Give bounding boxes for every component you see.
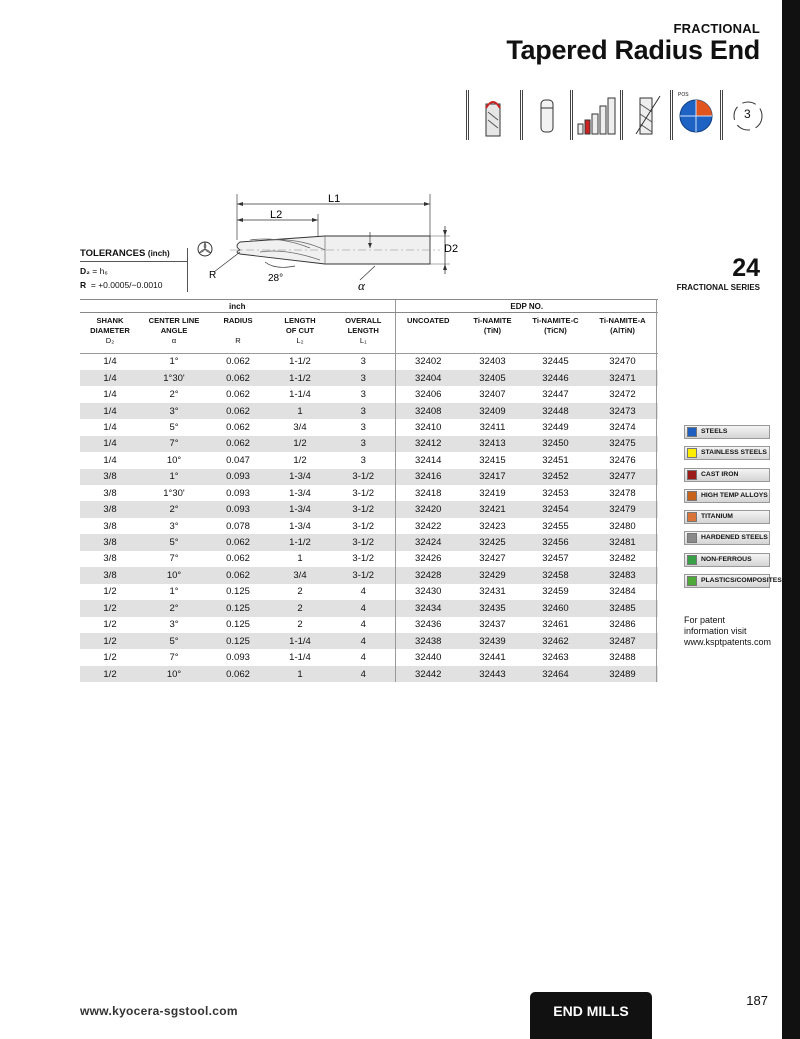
table-cell: 3 <box>360 372 366 384</box>
material-swatch <box>687 512 697 522</box>
table-cell: 0.093 <box>226 471 250 483</box>
material-item <box>684 553 770 567</box>
table-cell: 32436 <box>395 617 461 633</box>
column-header: SHANK DIAMETER D₂ <box>80 313 140 354</box>
table-cell: 1/2 <box>103 668 117 680</box>
icon-separator <box>720 90 723 140</box>
column-header: Ti-NAMITE (TiN) <box>461 313 524 354</box>
table-cell: 32442 <box>395 666 461 682</box>
materials-legend <box>684 425 782 595</box>
table-cell: 1° <box>169 356 179 368</box>
table-cell: 32426 <box>395 551 461 567</box>
table-cell: 32446 <box>542 372 569 384</box>
table-cell: 32427 <box>479 553 506 565</box>
table-cell: 1-1/2 <box>289 372 311 384</box>
table-cell: 32474 <box>609 421 636 433</box>
table-row <box>80 617 658 633</box>
table-cell: 32475 <box>609 438 636 450</box>
table-cell: 32419 <box>479 487 506 499</box>
table-cell: 0.062 <box>226 389 250 401</box>
helix-angle-icon <box>626 90 670 140</box>
table-cell: 32438 <box>395 633 461 649</box>
table-cell: 32412 <box>395 436 461 452</box>
table-row <box>80 518 658 534</box>
material-swatch <box>687 427 697 437</box>
table-cell: 0.062 <box>226 421 250 433</box>
table-cell: 5° <box>169 635 179 647</box>
table-cell: 1/2 <box>293 438 307 450</box>
angle-label: 28° <box>268 273 284 284</box>
flute-count-icon <box>526 90 570 140</box>
table-cell: 3/8 <box>103 569 117 581</box>
table-cell: 32408 <box>395 403 461 419</box>
table-cell: 1/4 <box>103 454 117 466</box>
table-row <box>80 386 658 402</box>
column-header: UNCOATED <box>395 313 461 354</box>
corner-radius-icon <box>474 90 518 140</box>
table-cell: 3 <box>360 454 366 466</box>
table-cell: 32457 <box>542 553 569 565</box>
table-cell: 0.062 <box>226 569 250 581</box>
l1-label: L1 <box>328 193 341 205</box>
table-cell: 3/8 <box>103 487 117 499</box>
d2-label: D2 <box>444 243 459 255</box>
table-cell: 2° <box>169 504 179 516</box>
material-label: TITANIUM <box>701 513 733 521</box>
material-swatch <box>687 533 697 543</box>
table-row <box>80 370 658 386</box>
table-cell: 32461 <box>542 619 569 631</box>
column-header: Ti-NAMITE-C (TiCN) <box>524 313 587 354</box>
icon-separator <box>620 90 623 140</box>
table-cell: 0.125 <box>226 586 250 598</box>
table-cell: 1° <box>169 586 179 598</box>
table-cell: 32482 <box>609 553 636 565</box>
table-cell: 1/2 <box>293 454 307 466</box>
table-cell: 32409 <box>479 405 506 417</box>
table-cell: 1-1/4 <box>289 389 311 401</box>
table-cell: 32489 <box>609 668 636 680</box>
page-number: 187 <box>746 993 768 1008</box>
table-cell: 32417 <box>479 471 506 483</box>
table-cell: 0.047 <box>226 454 250 466</box>
table-cell: 32460 <box>542 602 569 614</box>
table-cell: 2 <box>297 619 303 631</box>
feature-icon-strip <box>466 90 772 140</box>
tool-diagram <box>190 190 480 295</box>
table-cell: 0.093 <box>226 504 250 516</box>
table-cell: 4 <box>360 586 366 598</box>
table-cell: 32404 <box>395 370 461 386</box>
table-cell: 4 <box>360 668 366 680</box>
tolerance-d2: D₂ = h₆ <box>80 266 108 276</box>
table-cell: 3-1/2 <box>352 520 375 532</box>
table-cell: 32421 <box>479 504 506 516</box>
product-table <box>80 299 658 682</box>
table-cell: 32480 <box>609 520 636 532</box>
table-cell: 0.125 <box>226 602 250 614</box>
material-swatch <box>687 491 697 501</box>
table-cell: 0.125 <box>226 635 250 647</box>
material-label: STEELS <box>701 428 728 435</box>
table-cell: 32485 <box>609 602 636 614</box>
table-cell: 0.125 <box>226 619 250 631</box>
table-cell: 3 <box>360 405 366 417</box>
table-cell: 1-1/4 <box>289 635 311 647</box>
table-row <box>80 469 658 485</box>
table-cell: 32418 <box>395 485 461 501</box>
table-cell: 32449 <box>542 421 569 433</box>
table-row <box>80 584 658 600</box>
table-cell: 32487 <box>609 635 636 647</box>
table-cell: 32425 <box>479 537 506 549</box>
material-swatch <box>687 448 697 458</box>
table-cell: 32450 <box>542 438 569 450</box>
table-cell: 0.062 <box>226 537 250 549</box>
page-title: Tapered Radius End <box>506 35 760 65</box>
table-row <box>80 551 658 567</box>
table-cell: 1/2 <box>103 619 117 631</box>
material-item <box>684 489 770 503</box>
table-cell: 32464 <box>542 668 569 680</box>
table-cell: 32422 <box>395 518 461 534</box>
table-cell: 1/2 <box>103 635 117 647</box>
table-cell: 3-1/2 <box>352 504 375 516</box>
table-row <box>80 534 658 550</box>
table-cell: 32445 <box>542 356 569 368</box>
table-cell: 32431 <box>479 586 506 598</box>
series-label: FRACTIONAL SERIES <box>676 283 760 292</box>
table-cell: 32459 <box>542 586 569 598</box>
table-cell: 3-1/2 <box>352 487 375 499</box>
table-cell: 32415 <box>479 454 506 466</box>
table-cell: 32470 <box>609 356 636 368</box>
length-sizes-icon <box>574 90 618 140</box>
icon-separator <box>520 90 523 140</box>
table-cell: 32429 <box>479 569 506 581</box>
table-cell: 1/4 <box>103 389 117 401</box>
table-cell: 1-1/2 <box>289 537 311 549</box>
table-cell: 1/2 <box>103 652 117 664</box>
table-row <box>80 501 658 517</box>
table-cell: 32441 <box>479 652 506 664</box>
table-cell: 3 <box>360 389 366 401</box>
table-cell: 1-1/4 <box>289 652 311 664</box>
column-header: LENGTH OF CUT L₂ <box>268 313 332 354</box>
table-cell: 32473 <box>609 405 636 417</box>
icon-separator <box>570 90 573 140</box>
table-cell: 32488 <box>609 652 636 664</box>
table-cell: 3 <box>360 356 366 368</box>
table-row <box>80 452 658 468</box>
table-cell: 5° <box>169 421 179 433</box>
table-cell: 32451 <box>542 454 569 466</box>
table-cell: 3-1/2 <box>352 537 375 549</box>
table-cell: 3 <box>360 421 366 433</box>
table-cell: 1/4 <box>103 438 117 450</box>
table-cell: 2° <box>169 389 179 401</box>
table-cell: 1/4 <box>103 356 117 368</box>
table-cell: 10° <box>166 668 182 680</box>
column-header: RADIUS R <box>208 313 268 354</box>
table-cell: 3/8 <box>103 537 117 549</box>
table-cell: 0.093 <box>226 652 250 664</box>
tolerances-title: TOLERANCES (inch) <box>80 248 170 259</box>
r-label: R <box>209 270 217 281</box>
table-cell: 3° <box>169 405 179 417</box>
table-cell: 32471 <box>609 372 636 384</box>
table-cell: 32402 <box>395 354 461 370</box>
table-cell: 32455 <box>542 520 569 532</box>
table-cell: 7° <box>169 438 179 450</box>
table-cell: 32424 <box>395 534 461 550</box>
website-link[interactable]: www.kyocera-sgstool.com <box>80 1004 238 1018</box>
material-label: HIGH TEMP ALLOYS <box>701 491 768 499</box>
table-cell: 32406 <box>395 386 461 402</box>
table-cell: 32407 <box>479 389 506 401</box>
section-tab-end-mills: END MILLS <box>530 992 652 1039</box>
table-cell: 3/8 <box>103 553 117 565</box>
table-cell: 4 <box>360 602 366 614</box>
right-edge-bar <box>782 0 800 1039</box>
column-header: OVERALL LENGTH L₁ <box>332 313 395 354</box>
table-cell: 2 <box>297 586 303 598</box>
material-label: HARDENED STEELS <box>701 534 768 542</box>
table-cell: 3° <box>169 520 179 532</box>
table-cell: 0.093 <box>226 487 250 499</box>
material-item <box>684 446 770 460</box>
table-cell: 3° <box>169 619 179 631</box>
table-cell: 1/4 <box>103 372 117 384</box>
series-number: 24 <box>732 254 760 282</box>
table-cell: 0.062 <box>226 438 250 450</box>
table-cell: 32447 <box>542 389 569 401</box>
table-cell: 32477 <box>609 471 636 483</box>
table-cell: 0.062 <box>226 372 250 384</box>
table-cell: 3/8 <box>103 520 117 532</box>
table-cell: 32437 <box>479 619 506 631</box>
table-cell: 2° <box>169 602 179 614</box>
table-cell: 1 <box>297 405 303 417</box>
table-row <box>80 600 658 616</box>
table-cell: 1/2 <box>103 586 117 598</box>
table-cell: 32448 <box>542 405 569 417</box>
table-cell: 0.062 <box>226 405 250 417</box>
material-swatch <box>687 576 697 586</box>
table-cell: 3-1/2 <box>352 553 375 565</box>
table-cell: 1-3/4 <box>289 504 311 516</box>
table-cell: 32403 <box>479 356 506 368</box>
table-cell: 32411 <box>479 421 506 433</box>
table-cell: 1-3/4 <box>289 471 311 483</box>
table-cell: 32486 <box>609 619 636 631</box>
table-row <box>80 403 658 419</box>
table-row <box>80 436 658 452</box>
table-cell: 0.062 <box>226 553 250 565</box>
table-cell: 3/4 <box>293 421 307 433</box>
group-inch: inch <box>80 300 395 313</box>
table-cell: 32430 <box>395 584 461 600</box>
pos-label: POS <box>678 92 689 98</box>
table-cell: 1° <box>169 471 179 483</box>
table-cell: 32428 <box>395 567 461 583</box>
material-label: CAST IRON <box>701 470 739 478</box>
table-cell: 32479 <box>609 504 636 516</box>
material-item <box>684 531 770 545</box>
table-cell: 1-3/4 <box>289 487 311 499</box>
table-cell: 32481 <box>609 537 636 549</box>
table-row <box>80 567 658 583</box>
table-cell: 3/4 <box>293 569 307 581</box>
table-row <box>80 649 658 665</box>
table-cell: 32484 <box>609 586 636 598</box>
table-cell: 0.062 <box>226 668 250 680</box>
table-cell: 32413 <box>479 438 506 450</box>
table-cell: 32456 <box>542 537 569 549</box>
material-swatch <box>687 470 697 480</box>
table-row <box>80 633 658 649</box>
table-cell: 32472 <box>609 389 636 401</box>
table-cell: 1-1/2 <box>289 356 311 368</box>
table-cell: 32434 <box>395 600 461 616</box>
table-cell: 1/2 <box>103 602 117 614</box>
table-cell: 32476 <box>609 454 636 466</box>
table-cell: 32414 <box>395 452 461 468</box>
category-label: FRACTIONAL <box>673 21 760 36</box>
table-cell: 4 <box>360 635 366 647</box>
table-cell: 32462 <box>542 635 569 647</box>
table-cell: 32483 <box>609 569 636 581</box>
material-label: PLASTICS/COMPOSITES <box>701 577 782 585</box>
table-cell: 7° <box>169 553 179 565</box>
icon-separator <box>670 90 673 140</box>
table-cell: 2 <box>297 602 303 614</box>
three-flutes-icon <box>728 90 772 140</box>
column-header: CENTER LINE ANGLE α <box>140 313 208 354</box>
material-item <box>684 510 770 524</box>
group-edp: EDP NO. <box>395 300 658 313</box>
icon-separator <box>466 90 469 140</box>
table-cell: 7° <box>169 652 179 664</box>
table-cell: 1 <box>297 668 303 680</box>
table-row <box>80 666 658 682</box>
tolerances-block <box>80 248 170 290</box>
table-cell: 4 <box>360 619 366 631</box>
table-row <box>80 485 658 501</box>
table-cell: 32452 <box>542 471 569 483</box>
table-cell: 10° <box>166 454 182 466</box>
material-label: STAINLESS STEELS <box>701 449 767 457</box>
table-cell: 32440 <box>395 649 461 665</box>
table-cell: 3 <box>360 438 366 450</box>
alpha-label: α <box>358 278 365 293</box>
table-cell: 3-1/2 <box>352 471 375 483</box>
table-row <box>80 354 658 370</box>
table-cell: 32453 <box>542 487 569 499</box>
tolerance-r: R = +0.0005/−0.0010 <box>80 280 163 290</box>
column-header: Ti-NAMITE-A (AlTiN) <box>587 313 658 354</box>
table-cell: 1/4 <box>103 421 117 433</box>
table-cell: 32463 <box>542 652 569 664</box>
material-item <box>684 574 782 588</box>
table-cell: 32405 <box>479 372 506 384</box>
table-cell: 1-3/4 <box>289 520 311 532</box>
table-cell: 3-1/2 <box>352 569 375 581</box>
table-row <box>80 419 658 435</box>
table-cell: 1°30' <box>163 372 185 384</box>
table-cell: 1°30' <box>163 487 185 499</box>
table-cell: 32454 <box>542 504 569 516</box>
table-cell: 32420 <box>395 501 461 517</box>
table-cell: 32439 <box>479 635 506 647</box>
table-cell: 3/8 <box>103 504 117 516</box>
table-cell: 4 <box>360 652 366 664</box>
table-cell: 32435 <box>479 602 506 614</box>
table-cell: 32458 <box>542 569 569 581</box>
table-cell: 1 <box>297 553 303 565</box>
coating-pos-icon <box>674 90 718 140</box>
table-cell: 5° <box>169 537 179 549</box>
table-cell: 10° <box>166 569 182 581</box>
table-cell: 3/8 <box>103 471 117 483</box>
material-item <box>684 425 770 439</box>
table-cell: 32416 <box>395 469 461 485</box>
table-cell: 32423 <box>479 520 506 532</box>
table-cell: 0.078 <box>226 520 250 532</box>
table-cell: 32478 <box>609 487 636 499</box>
l2-label: L2 <box>270 209 283 221</box>
flutes-number: 3 <box>744 107 751 121</box>
material-item <box>684 468 770 482</box>
patent-note: For patent information visit www.ksptpatents.com <box>684 615 772 647</box>
material-swatch <box>687 555 697 565</box>
table-cell: 1/4 <box>103 405 117 417</box>
table-cell: 0.062 <box>226 356 250 368</box>
table-cell: 32443 <box>479 668 506 680</box>
material-label: NON-FERROUS <box>701 555 752 563</box>
table-cell: 32410 <box>395 419 461 435</box>
three-flute-section-icon <box>196 240 214 258</box>
